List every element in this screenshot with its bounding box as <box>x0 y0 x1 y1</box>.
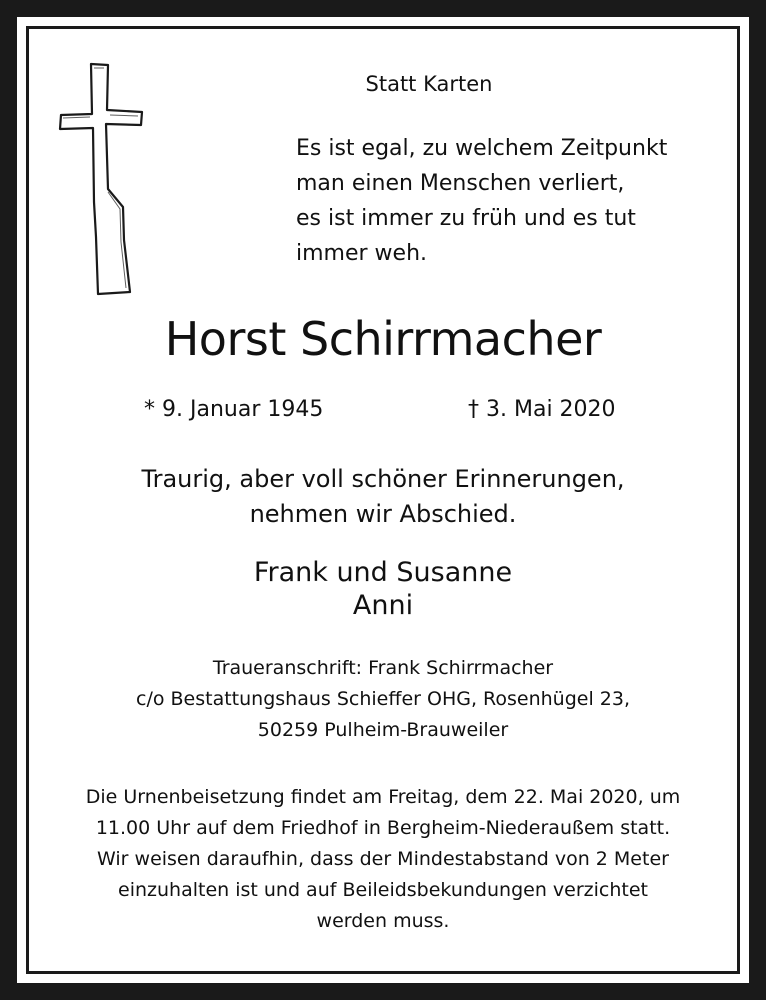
family-line: Frank und Susanne <box>253 557 513 588</box>
family-names <box>0 556 766 622</box>
poem-line: immer weh. <box>296 241 428 266</box>
poem-line: man einen Menschen verliert, <box>296 171 625 196</box>
address-line: Traueranschrift: Frank Schirrmacher <box>212 657 554 679</box>
cross-icon <box>58 62 144 298</box>
notice-line: Wir weisen daraufhin, dass der Mindestabstand von 2 Meter <box>97 848 669 870</box>
notice-line: werden muss. <box>316 910 450 932</box>
deceased-name: Horst Schirrmacher <box>164 312 602 366</box>
birth-date: * 9. Januar 1945 <box>144 397 324 422</box>
notice-line: Die Urnenbeisetzung findet am Freitag, dem 22. Mai 2020, um <box>85 786 681 808</box>
notice-line: einzuhalten ist und auf Beileidsbekundungen verzichtet <box>118 879 648 901</box>
mourning-text <box>0 462 766 532</box>
family-line: Anni <box>352 590 414 621</box>
statt-karten-label: Statt Karten <box>365 72 493 96</box>
mourning-address <box>0 653 766 746</box>
mourning-line: nehmen wir Abschied. <box>249 500 517 528</box>
address-line: c/o Bestattungshaus Schieffer OHG, Rosenhügel 23, <box>136 688 630 710</box>
poem-line: es ist immer zu früh und es tut <box>296 206 636 231</box>
mourning-line: Traurig, aber voll schöner Erinnerungen, <box>141 465 625 493</box>
address-line: 50259 Pulheim-Brauweiler <box>257 719 509 741</box>
poem-line: Es ist egal, zu welchem Zeitpunkt <box>296 136 668 161</box>
burial-notice <box>0 782 766 937</box>
poem <box>296 131 667 271</box>
notice-line: 11.00 Uhr auf dem Friedhof in Bergheim-Niederaußem statt. <box>95 817 671 839</box>
death-date: † 3. Mai 2020 <box>468 397 616 422</box>
